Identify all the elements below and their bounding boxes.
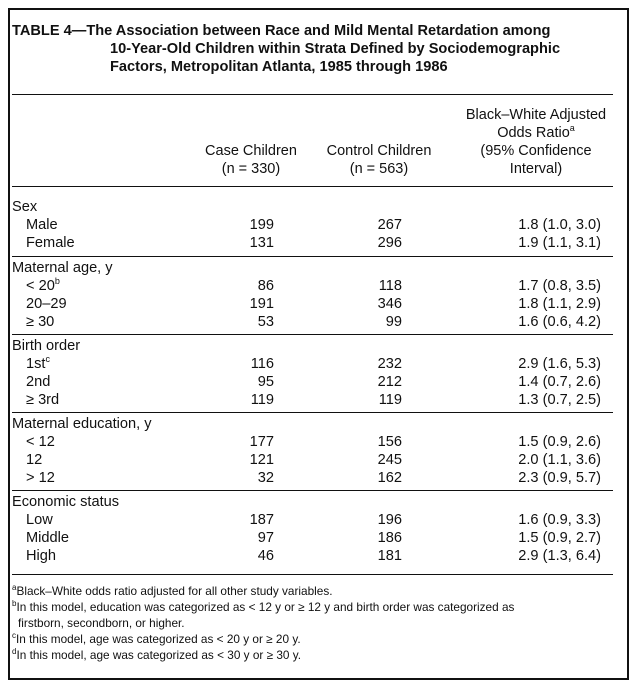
section-rule <box>12 256 613 257</box>
title-line-1: —The Association between Race and Mild Mental Retardation among <box>71 23 551 39</box>
footnote-b-continued: firstborn, secondborn, or higher. <box>18 616 185 630</box>
footnote-a: $^a$Black–White odds ratio adjusted for all other study variables. <box>12 583 333 598</box>
table-row: 12 121 245 2.0 (1.1, 3.6) <box>26 452 601 468</box>
table-row: 2nd 95 212 1.4 (0.7, 2.6) <box>26 374 601 390</box>
section-rule <box>12 334 613 335</box>
title-line-3: Factors, Metropolitan Atlanta, 1985 through 1986 <box>110 59 448 75</box>
footnote-c: $^c$In this model, age was categorized as < 20 y or ≥ 20 y. <box>12 631 301 646</box>
footnote-d: $^d$In this model, age was categorized as < 30 y or ≥ 30 y. <box>12 647 302 662</box>
group-birth-order: Birth order <box>12 338 81 354</box>
group-maternal-education: Maternal education, y <box>12 416 152 432</box>
table-title <box>12 22 612 76</box>
header-rule <box>12 186 613 187</box>
title-line-2: 10-Year-Old Children within Strata Defined by Sociodemographic <box>110 41 561 57</box>
table-row: 20–29 191 346 1.8 (1.1, 2.9) <box>26 296 601 312</box>
header-case-children: Case Children (n = 330) <box>205 143 297 177</box>
section-rule <box>12 412 613 413</box>
table-row: < $20^b$ 86 118 1.7 (0.8, 3.5) <box>26 276 601 294</box>
group-maternal-age: Maternal age, y <box>12 260 113 276</box>
table-row: $1st^c$ 116 232 2.9 (1.6, 5.3) <box>26 354 601 372</box>
table-number: TABLE 4 <box>12 23 72 39</box>
group-sex: Sex <box>12 199 38 215</box>
footnote-b: $^b$In this model, education was categorized as < 12 y or ≥ 12 y and birth order was categorized as <box>12 599 515 614</box>
table-row: Male 199 267 1.8 (1.0, 3.0) <box>26 217 601 233</box>
header-odds-ratio: Black–White Adjusted Odds Ratio$^a$ (95% Confidence Interval) <box>465 107 607 177</box>
group-economic-status: Economic status <box>12 494 120 510</box>
table-row: Middle 97 186 1.5 (0.9, 2.7) <box>26 530 601 546</box>
table-row: Low 187 196 1.6 (0.9, 3.3) <box>26 512 601 528</box>
table-row: > 12 32 162 2.3 (0.9, 5.7) <box>26 470 601 486</box>
bottom-rule <box>12 574 613 575</box>
table-row: < 12 177 156 1.5 (0.9, 2.6) <box>26 434 601 450</box>
table-row: ≥ 30 53 99 1.6 (0.6, 4.2) <box>26 314 601 330</box>
table-row: ≥ 3rd 119 119 1.3 (0.7, 2.5) <box>26 392 601 408</box>
top-rule <box>12 94 613 95</box>
section-rule <box>12 490 613 491</box>
header-control-children: Control Children (n = 563) <box>326 143 432 177</box>
table-row: Female 131 296 1.9 (1.1, 3.1) <box>26 235 601 251</box>
footnote-mark: a <box>569 123 575 134</box>
table-row: High 46 181 2.9 (1.3, 6.4) <box>26 548 601 564</box>
